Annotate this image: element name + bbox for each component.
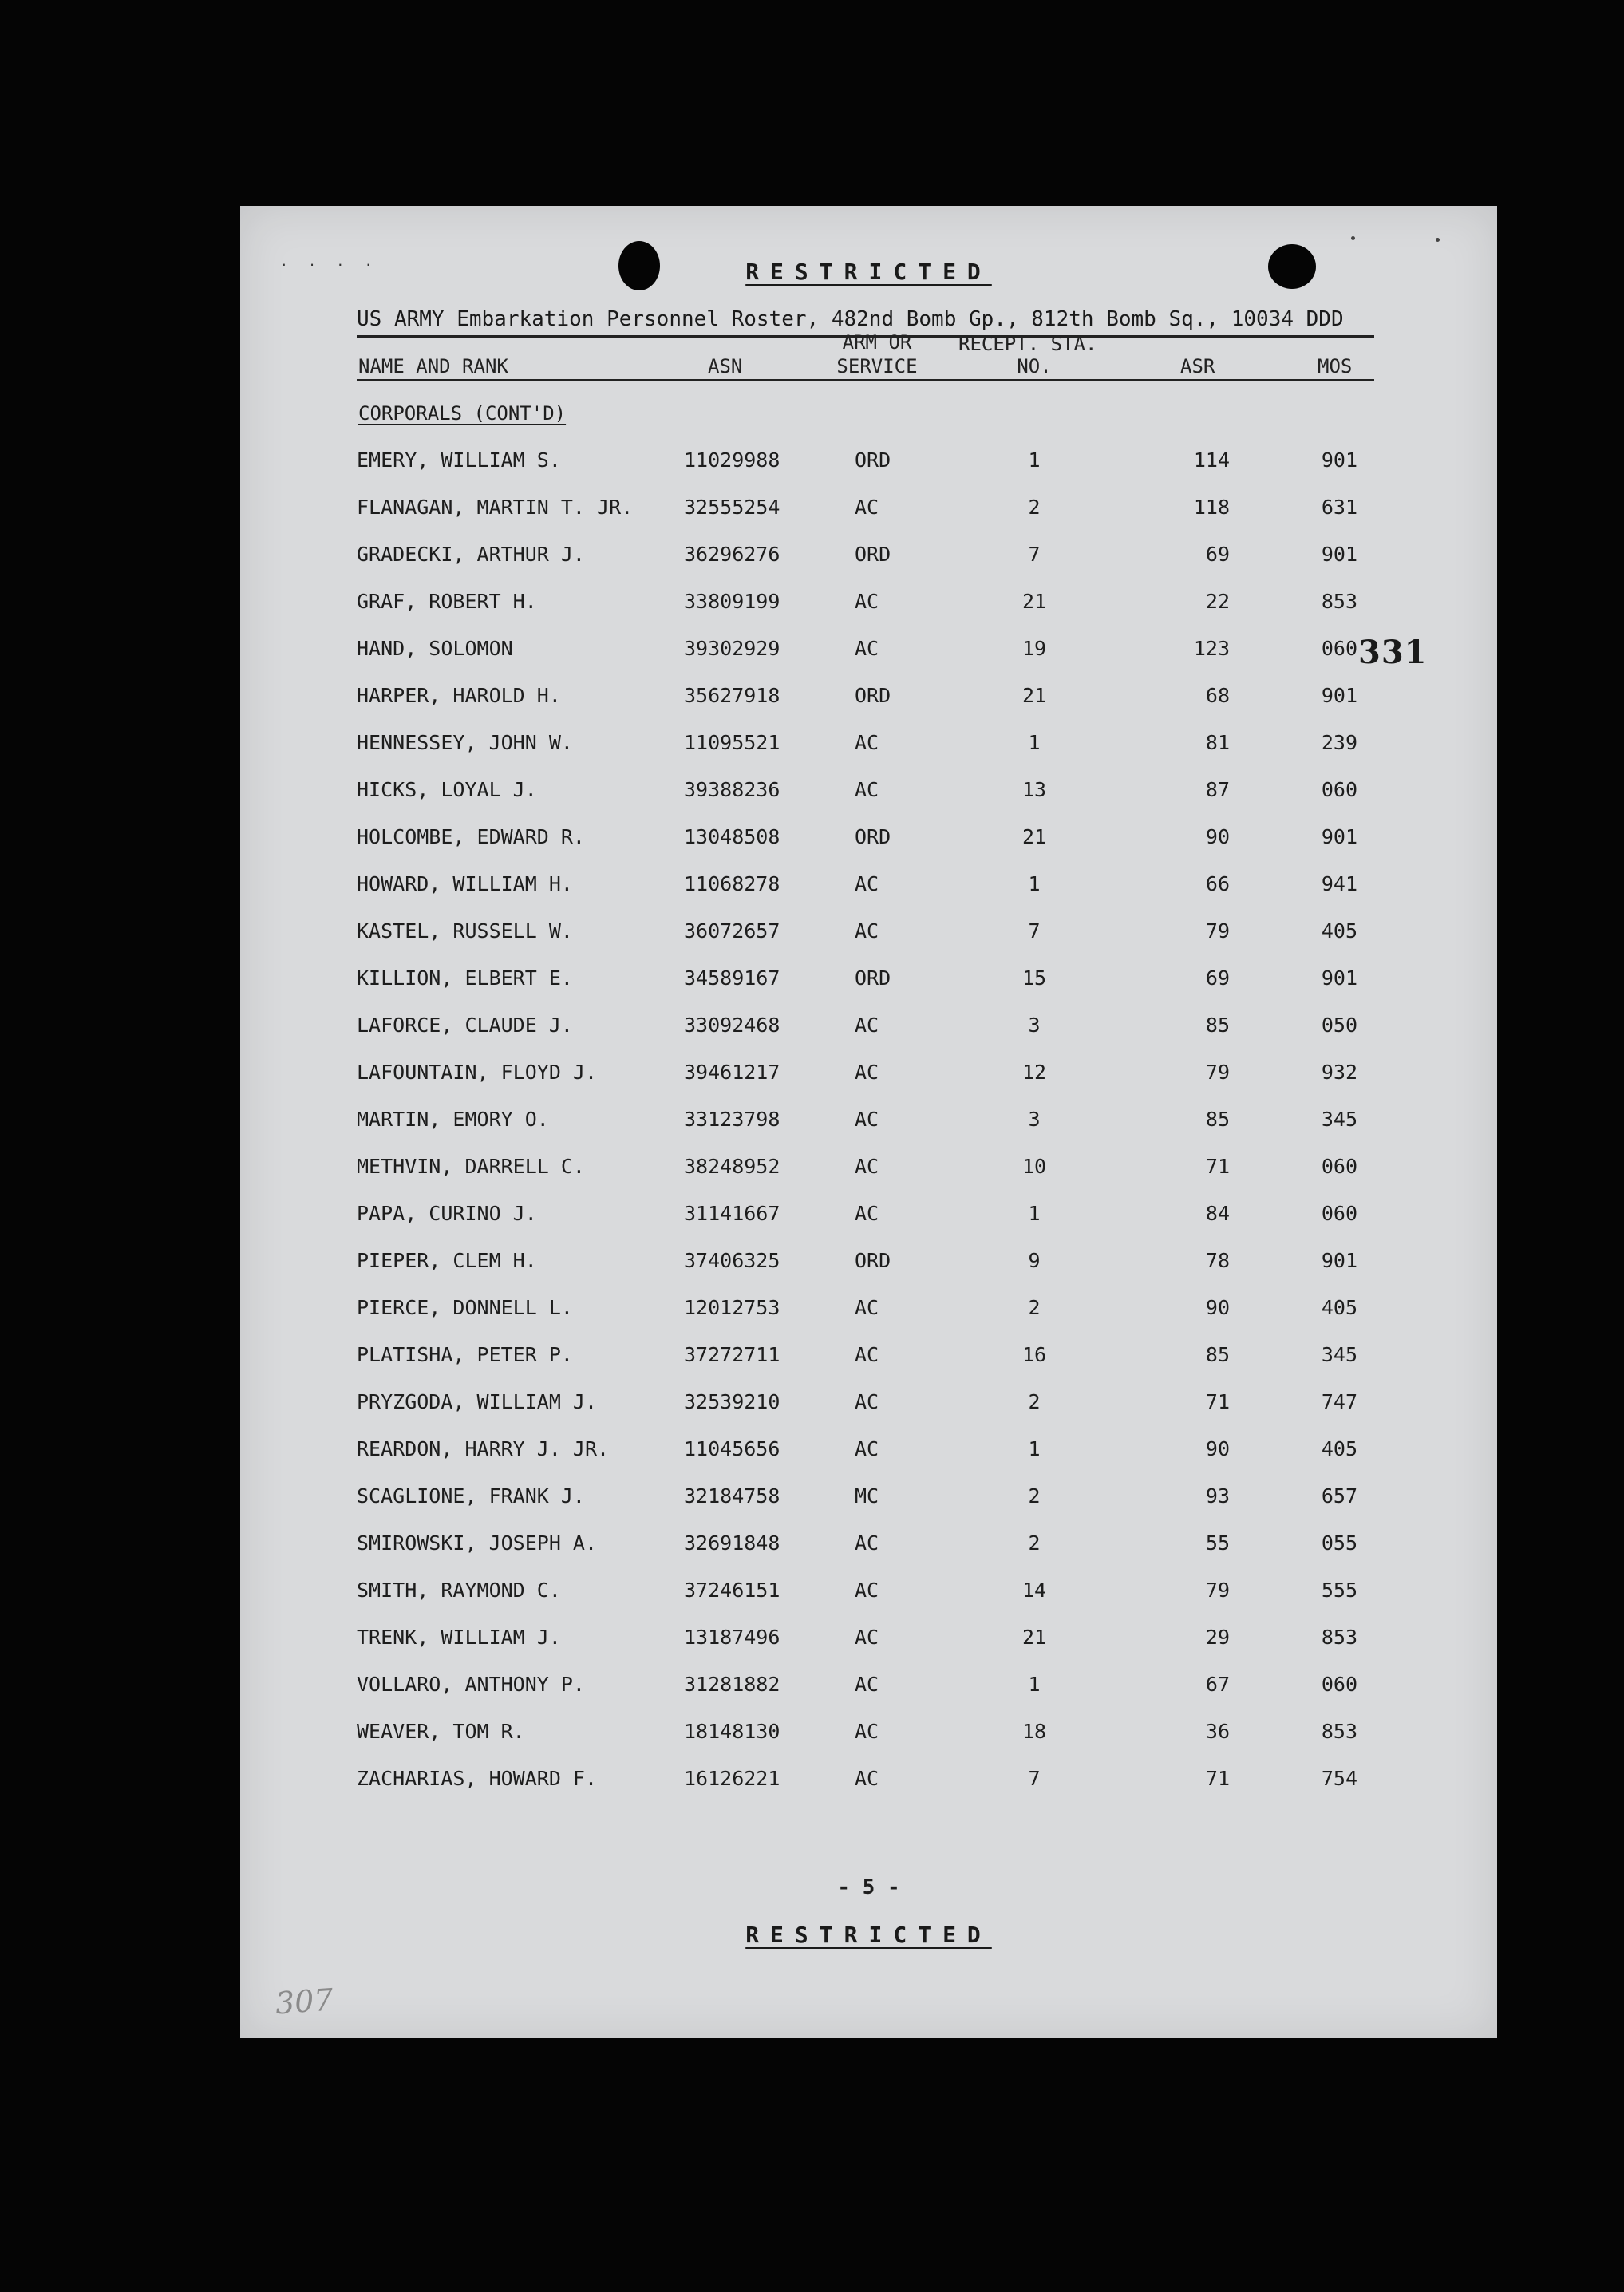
arm-cell: AC [855, 590, 879, 613]
asn-cell: 37272711 [684, 1343, 780, 1366]
table-row [240, 919, 1497, 966]
arm-cell: ORD [855, 1249, 891, 1272]
header-recept-line2: NO. [1017, 355, 1052, 377]
arm-cell: AC [855, 1626, 879, 1649]
name-cell: LAFORCE, CLAUDE J. [357, 1014, 573, 1037]
recept-cell: 2 [1028, 1296, 1041, 1319]
asn-cell: 32555254 [684, 496, 780, 519]
asr-cell: 90 [1205, 1296, 1230, 1319]
table-row [240, 1626, 1497, 1673]
asr-cell: 22 [1205, 590, 1230, 613]
mos-cell: 631 [1321, 496, 1357, 519]
recept-cell: 21 [1021, 684, 1047, 707]
name-cell: HAND, SOLOMON [357, 637, 513, 660]
asr-cell: 81 [1205, 731, 1230, 754]
asr-cell: 79 [1205, 919, 1230, 942]
recept-cell: 16 [1021, 1343, 1047, 1366]
name-cell: FLANAGAN, MARTIN T. JR. [357, 496, 634, 519]
arm-cell: ORD [855, 966, 891, 990]
mos-cell: 901 [1321, 684, 1357, 707]
recept-cell: 3 [1028, 1014, 1041, 1037]
arm-cell: AC [855, 872, 879, 895]
mos-cell: 901 [1321, 825, 1357, 848]
asr-cell: 85 [1205, 1108, 1230, 1131]
asr-cell: 78 [1205, 1249, 1230, 1272]
name-cell: HICKS, LOYAL J. [357, 778, 537, 801]
speck-mark [1436, 238, 1440, 242]
recept-cell: 12 [1021, 1061, 1047, 1084]
name-cell: HENNESSEY, JOHN W. [357, 731, 573, 754]
arm-cell: AC [855, 731, 879, 754]
restricted-footer: RESTRICTED [745, 1922, 992, 1948]
mos-cell: 932 [1321, 1061, 1357, 1084]
table-row [240, 684, 1497, 731]
arm-cell: MC [855, 1484, 879, 1508]
asn-cell: 11068278 [684, 872, 780, 895]
recept-cell: 7 [1028, 1767, 1041, 1790]
asr-cell: 55 [1205, 1531, 1230, 1555]
header-recept-line1: RECEPT. STA. [958, 333, 1097, 355]
name-cell: REARDON, HARRY J. JR. [357, 1437, 610, 1460]
name-cell: TRENK, WILLIAM J. [357, 1626, 561, 1649]
recept-cell: 7 [1028, 919, 1041, 942]
table-row [240, 1579, 1497, 1626]
recept-cell: 3 [1028, 1108, 1041, 1131]
mos-cell: 050 [1321, 1014, 1357, 1037]
table-row [240, 1390, 1497, 1437]
asn-cell: 34589167 [684, 966, 780, 990]
stamp-number: 331 [1358, 634, 1428, 671]
mos-cell: 060 [1321, 637, 1357, 660]
arm-cell: AC [855, 1390, 879, 1413]
table-row [240, 543, 1497, 590]
asr-cell: 90 [1205, 825, 1230, 848]
table-row [240, 1296, 1497, 1343]
table-row [240, 1202, 1497, 1249]
recept-cell: 1 [1028, 1673, 1041, 1696]
header-asn: ASN [708, 355, 743, 377]
roster-title: US ARMY Embarkation Personnel Roster, 482nd Bomb Gp., 812th Bomb Sq., 10034 DDD [357, 307, 1344, 331]
asr-cell: 71 [1205, 1155, 1230, 1178]
arm-cell: AC [855, 1155, 879, 1178]
arm-cell: AC [855, 1437, 879, 1460]
asn-cell: 39461217 [684, 1061, 780, 1084]
asn-cell: 33809199 [684, 590, 780, 613]
table-row [240, 1155, 1497, 1202]
mos-cell: 405 [1321, 1296, 1357, 1319]
table-row [240, 637, 1497, 684]
asn-cell: 32184758 [684, 1484, 780, 1508]
header-arm-line1: ARM OR [842, 331, 912, 354]
asn-cell: 13187496 [684, 1626, 780, 1649]
name-cell: PLATISHA, PETER P. [357, 1343, 573, 1366]
table-row [240, 778, 1497, 825]
name-cell: KILLION, ELBERT E. [357, 966, 573, 990]
asn-cell: 35627918 [684, 684, 780, 707]
asr-cell: 66 [1205, 872, 1230, 895]
mos-cell: 345 [1321, 1343, 1357, 1366]
asn-cell: 18148130 [684, 1720, 780, 1743]
asn-cell: 39302929 [684, 637, 780, 660]
recept-cell: 18 [1021, 1720, 1047, 1743]
asr-cell: 71 [1205, 1390, 1230, 1413]
mos-cell: 901 [1321, 966, 1357, 990]
handwritten-number: 307 [274, 1982, 334, 2021]
speck-mark [1351, 236, 1355, 240]
recept-cell: 21 [1021, 825, 1047, 848]
recept-cell: 21 [1021, 590, 1047, 613]
mos-cell: 345 [1321, 1108, 1357, 1131]
arm-cell: AC [855, 1343, 879, 1366]
name-cell: SMIROWSKI, JOSEPH A. [357, 1531, 598, 1555]
asr-cell: 85 [1205, 1343, 1230, 1366]
name-cell: PAPA, CURINO J. [357, 1202, 537, 1225]
asn-cell: 13048508 [684, 825, 780, 848]
asr-cell: 29 [1205, 1626, 1230, 1649]
asr-cell: 71 [1205, 1767, 1230, 1790]
section-heading: CORPORALS (CONT'D) [358, 402, 567, 425]
table-row [240, 872, 1497, 919]
mos-cell: 060 [1321, 1202, 1357, 1225]
asn-cell: 11095521 [684, 731, 780, 754]
table-row [240, 1014, 1497, 1061]
name-cell: KASTEL, RUSSELL W. [357, 919, 573, 942]
recept-cell: 13 [1021, 778, 1047, 801]
mos-cell: 060 [1321, 1155, 1357, 1178]
mos-cell: 405 [1321, 1437, 1357, 1460]
mos-cell: 405 [1321, 919, 1357, 942]
name-cell: HOLCOMBE, EDWARD R. [357, 825, 585, 848]
recept-cell: 15 [1021, 966, 1047, 990]
arm-cell: ORD [855, 684, 891, 707]
mos-cell: 239 [1321, 731, 1357, 754]
recept-cell: 1 [1028, 449, 1041, 472]
name-cell: PIERCE, DONNELL L. [357, 1296, 573, 1319]
arm-cell: AC [855, 1202, 879, 1225]
recept-cell: 1 [1028, 1437, 1041, 1460]
arm-cell: ORD [855, 449, 891, 472]
mos-cell: 657 [1321, 1484, 1357, 1508]
arm-cell: AC [855, 1720, 879, 1743]
arm-cell: AC [855, 1531, 879, 1555]
recept-cell: 2 [1028, 1484, 1041, 1508]
asn-cell: 11029988 [684, 449, 780, 472]
header-arm-line2: SERVICE [836, 355, 918, 377]
arm-cell: AC [855, 778, 879, 801]
asr-cell: 69 [1205, 543, 1230, 566]
asr-cell: 85 [1205, 1014, 1230, 1037]
name-cell: SMITH, RAYMOND C. [357, 1579, 561, 1602]
name-cell: VOLLARO, ANTHONY P. [357, 1673, 585, 1696]
asn-cell: 31281882 [684, 1673, 780, 1696]
asr-cell: 87 [1205, 778, 1230, 801]
asn-cell: 36296276 [684, 543, 780, 566]
asr-cell: 68 [1205, 684, 1230, 707]
arm-cell: AC [855, 1579, 879, 1602]
corner-marks: . . . . [280, 254, 379, 269]
document-page [240, 206, 1497, 2038]
asn-cell: 31141667 [684, 1202, 780, 1225]
roster-table [240, 449, 1497, 1814]
mos-cell: 060 [1321, 778, 1357, 801]
asn-cell: 32539210 [684, 1390, 780, 1413]
asr-cell: 84 [1205, 1202, 1230, 1225]
asn-cell: 32691848 [684, 1531, 780, 1555]
table-row [240, 1343, 1497, 1390]
mos-cell: 941 [1321, 872, 1357, 895]
recept-cell: 2 [1028, 496, 1041, 519]
name-cell: METHVIN, DARRELL C. [357, 1155, 585, 1178]
arm-cell: AC [855, 1767, 879, 1790]
arm-cell: ORD [855, 825, 891, 848]
name-cell: PIEPER, CLEM H. [357, 1249, 537, 1272]
table-row [240, 1437, 1497, 1484]
mos-cell: 853 [1321, 1626, 1357, 1649]
name-cell: EMERY, WILLIAM S. [357, 449, 561, 472]
mos-cell: 901 [1321, 1249, 1357, 1272]
recept-cell: 7 [1028, 543, 1041, 566]
table-row [240, 1531, 1497, 1579]
restricted-header: RESTRICTED [745, 259, 992, 285]
asr-cell: 69 [1205, 966, 1230, 990]
asn-cell: 33123798 [684, 1108, 780, 1131]
asn-cell: 11045656 [684, 1437, 780, 1460]
name-cell: SCAGLIONE, FRANK J. [357, 1484, 585, 1508]
table-row [240, 1484, 1497, 1531]
arm-cell: AC [855, 637, 879, 660]
table-row [240, 1767, 1497, 1814]
table-row [240, 496, 1497, 543]
table-row [240, 1673, 1497, 1720]
table-row [240, 1249, 1497, 1296]
header-underline [357, 379, 1374, 381]
recept-cell: 14 [1021, 1579, 1047, 1602]
arm-cell: ORD [855, 543, 891, 566]
page-number: - 5 - [837, 1875, 900, 1899]
asn-cell: 37246151 [684, 1579, 780, 1602]
name-cell: GRADECKI, ARTHUR J. [357, 543, 585, 566]
name-cell: LAFOUNTAIN, FLOYD J. [357, 1061, 598, 1084]
mos-cell: 853 [1321, 590, 1357, 613]
asr-cell: 90 [1205, 1437, 1230, 1460]
table-row [240, 825, 1497, 872]
asr-cell: 114 [1193, 449, 1230, 472]
name-cell: WEAVER, TOM R. [357, 1720, 525, 1743]
asn-cell: 38248952 [684, 1155, 780, 1178]
recept-cell: 1 [1028, 1202, 1041, 1225]
asr-cell: 79 [1205, 1061, 1230, 1084]
table-row [240, 1061, 1497, 1108]
name-cell: ZACHARIAS, HOWARD F. [357, 1767, 598, 1790]
asn-cell: 16126221 [684, 1767, 780, 1790]
asr-cell: 118 [1193, 496, 1230, 519]
recept-cell: 19 [1021, 637, 1047, 660]
header-name-and-rank: NAME AND RANK [358, 355, 508, 377]
mos-cell: 060 [1321, 1673, 1357, 1696]
arm-cell: AC [855, 1108, 879, 1131]
arm-cell: AC [855, 1014, 879, 1037]
asr-cell: 123 [1193, 637, 1230, 660]
asn-cell: 37406325 [684, 1249, 780, 1272]
asn-cell: 12012753 [684, 1296, 780, 1319]
mos-cell: 555 [1321, 1579, 1357, 1602]
recept-cell: 10 [1021, 1155, 1047, 1178]
mos-cell: 747 [1321, 1390, 1357, 1413]
asr-cell: 67 [1205, 1673, 1230, 1696]
table-row [240, 1720, 1497, 1767]
name-cell: HARPER, HAROLD H. [357, 684, 561, 707]
header-asr: ASR [1180, 355, 1215, 377]
name-cell: PRYZGODA, WILLIAM J. [357, 1390, 598, 1413]
asn-cell: 33092468 [684, 1014, 780, 1037]
mos-cell: 853 [1321, 1720, 1357, 1743]
recept-cell: 1 [1028, 872, 1041, 895]
name-cell: MARTIN, EMORY O. [357, 1108, 549, 1131]
asn-cell: 36072657 [684, 919, 780, 942]
asr-cell: 36 [1205, 1720, 1230, 1743]
mos-cell: 055 [1321, 1531, 1357, 1555]
arm-cell: AC [855, 1296, 879, 1319]
asr-cell: 79 [1205, 1579, 1230, 1602]
arm-cell: AC [855, 496, 879, 519]
name-cell: GRAF, ROBERT H. [357, 590, 537, 613]
arm-cell: AC [855, 919, 879, 942]
mos-cell: 901 [1321, 543, 1357, 566]
table-row [240, 1108, 1497, 1155]
mos-cell: 754 [1321, 1767, 1357, 1790]
table-row [240, 966, 1497, 1014]
recept-cell: 21 [1021, 1626, 1047, 1649]
asn-cell: 39388236 [684, 778, 780, 801]
mos-cell: 901 [1321, 449, 1357, 472]
recept-cell: 2 [1028, 1390, 1041, 1413]
header-mos: MOS [1318, 355, 1353, 377]
arm-cell: AC [855, 1673, 879, 1696]
arm-cell: AC [855, 1061, 879, 1084]
table-row [240, 449, 1497, 496]
recept-cell: 1 [1028, 731, 1041, 754]
recept-cell: 2 [1028, 1531, 1041, 1555]
table-row [240, 590, 1497, 637]
name-cell: HOWARD, WILLIAM H. [357, 872, 573, 895]
asr-cell: 93 [1205, 1484, 1230, 1508]
table-row [240, 731, 1497, 778]
recept-cell: 9 [1028, 1249, 1041, 1272]
